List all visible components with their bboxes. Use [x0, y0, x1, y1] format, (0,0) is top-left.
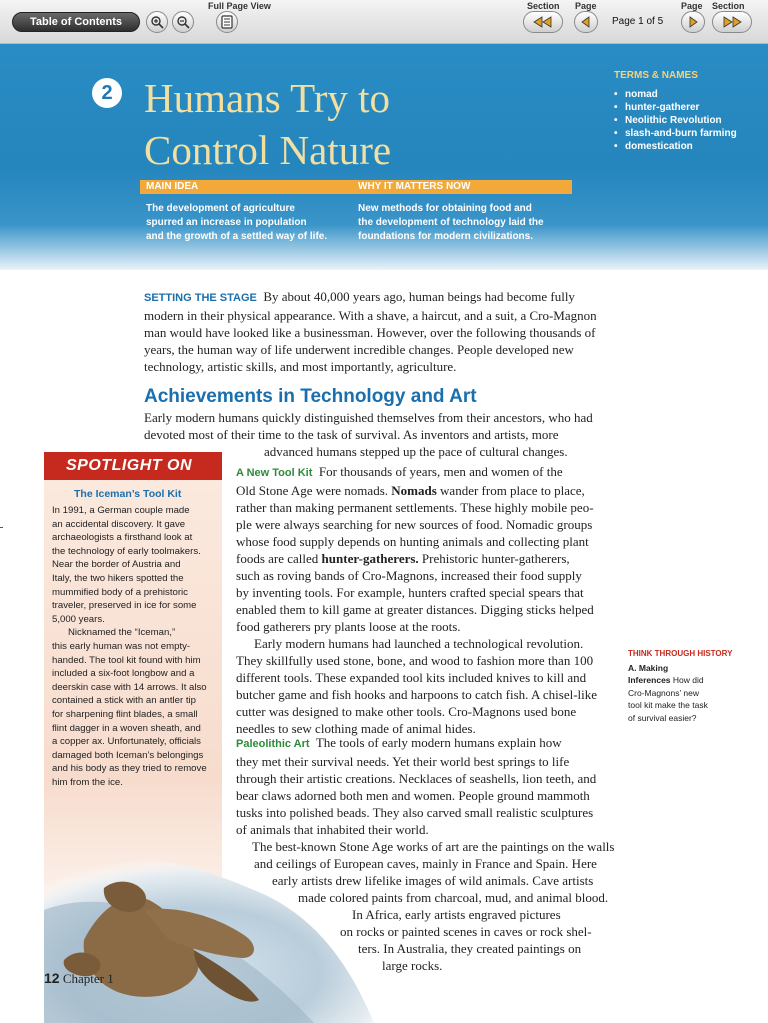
- setting-the-stage: [144, 288, 597, 375]
- art-line: tusks into polished beads. They also carved small realistic sculptures: [236, 805, 594, 820]
- tool-kit-text: For thousands of years, men and women of the: [318, 464, 563, 479]
- spotlight-line: a copper ax. Unfortunately, officials: [52, 736, 201, 748]
- intro-line: devoted most of their time to the task of survival. As inventors and artists, more: [144, 427, 559, 442]
- spotlight-line: him from the ice.: [52, 776, 123, 788]
- tool-kit-line: rather than making permanent settlements. These highly mobile peo-: [236, 500, 594, 515]
- spotlight-line: archaeologists a firsthand look at: [52, 532, 193, 544]
- term-nomads: Nomads: [391, 483, 437, 498]
- term-item: • hunter-gatherer: [614, 101, 764, 114]
- tool-kit-line: whose food supply depends on hunting animals and collecting plant: [236, 534, 589, 549]
- page-label-left: Page: [575, 1, 597, 11]
- spotlight-line: handed. The tool kit found with him: [52, 654, 201, 666]
- page-view-icon: [221, 15, 233, 29]
- stage-line: [144, 288, 597, 307]
- art-line: on rocks or painted scenes in caves or rock shel-: [340, 924, 592, 939]
- section-title: [144, 72, 574, 176]
- tool-kit-paragraph: [236, 463, 597, 737]
- tool-kit-line: [236, 482, 597, 499]
- tool-kit-line: food gatherers pry plants loose at the roots.: [236, 619, 461, 634]
- stage-text: By about 40,000 years ago, human beings had become fully: [263, 289, 575, 304]
- tth-question: How did: [672, 675, 704, 686]
- spotlight-line: flint dagger in a woven sheath, and: [52, 722, 201, 734]
- tth-line: of survival easier?: [628, 712, 697, 723]
- full-page-view-label: Full Page View: [208, 1, 271, 11]
- spotlight-line: deerskin case with 14 arrows. It also: [52, 681, 207, 693]
- tool-kit-line: cutter was designed to make other tools. Cro-Magnons used bone: [236, 704, 577, 719]
- stage-line: years, the human way of life underwent incredible changes. People developed new: [144, 342, 574, 357]
- tool-kit-text: wander from place to place,: [440, 483, 585, 498]
- spotlight-title: The Iceman’s Tool Kit: [74, 488, 182, 500]
- tth-line: [628, 674, 718, 686]
- tool-kit-line: needles to sew clothing made of animal hides.: [236, 721, 476, 736]
- think-through-history-text: [628, 662, 718, 724]
- tool-kit-line: They skillfully used stone, bone, and wood to fashion more than 100: [236, 653, 594, 668]
- tool-kit-line: such as roving bands of Cro-Magnons, increased their food supply: [236, 568, 582, 583]
- art-line: [236, 734, 614, 753]
- spotlight-line: an accidental discovery. It gave: [52, 518, 186, 530]
- why-it-matters-text: [358, 202, 563, 244]
- term-item: • slash-and-burn farming: [614, 127, 764, 140]
- tool-kit-line: ple were always searching for new sources of food. Nomadic groups: [236, 517, 593, 532]
- main-idea-strip: [140, 180, 572, 194]
- term-item: • nomad: [614, 88, 764, 101]
- previous-page-button[interactable]: [574, 11, 598, 33]
- spotlight-line: traveler, preserved in ice for some: [52, 600, 197, 612]
- art-text: The tools of early modern humans explain how: [315, 735, 562, 750]
- full-page-view-button[interactable]: [216, 11, 238, 33]
- tool-kit-line: different tools. These expanded tool kits included knives to kill and: [236, 670, 587, 685]
- spotlight-line: Near the border of Austria and: [52, 559, 181, 571]
- table-of-contents-button[interactable]: Table of Contents: [12, 12, 140, 32]
- tth-line: Cro-Magnons’ new: [628, 687, 700, 698]
- art-line: The best-known Stone Age works of art are the paintings on the walls: [252, 839, 615, 854]
- tool-kit-text: Old Stone Age were nomads.: [236, 483, 389, 498]
- tth-line: tool kit make the task: [628, 700, 708, 711]
- stage-line: modern in their physical appearance. With a shave, a haircut, and a suit, a Cro-Magnon: [144, 308, 597, 323]
- zoom-in-button[interactable]: [146, 11, 168, 33]
- tool-kit-line: enabled them to kill game at greater distances. Digging sticks helped: [236, 602, 594, 617]
- zoom-in-icon: [150, 15, 164, 29]
- why-line: the development of technology laid the: [358, 217, 544, 228]
- spotlight-line: the technology of early toolmakers.: [52, 545, 201, 557]
- title-line: Control Nature: [144, 127, 392, 173]
- iceman-photo: [44, 800, 374, 1023]
- terms-list: [614, 88, 764, 153]
- term-item: • domestication: [614, 140, 764, 153]
- art-line: of animals that inhabited their world.: [236, 822, 429, 837]
- spotlight-line: Italy, the two hikers spotted the: [52, 572, 184, 584]
- zoom-out-icon: [176, 15, 190, 29]
- art-line: In Africa, early artists engraved pictures: [352, 907, 561, 922]
- tth-label: A. Making: [628, 663, 669, 673]
- tth-label: Inferences: [628, 675, 671, 686]
- toolbar: [0, 0, 768, 44]
- main-idea-line: The development of agriculture: [146, 203, 295, 214]
- spotlight-line: 5,000 years.: [52, 613, 105, 625]
- term-item: • Neolithic Revolution: [614, 114, 764, 127]
- spotlight-line: damaged both Iceman’s belongings: [52, 749, 204, 761]
- think-through-history-heading: THINK THROUGH HISTORY: [628, 649, 733, 658]
- spotlight-line: In 1991, a German couple made: [52, 505, 190, 516]
- art-line: and ceilings of European caves, mainly in France and Spain. Here: [254, 856, 597, 871]
- page-label-right: Page: [681, 1, 703, 11]
- spotlight-header: [44, 452, 222, 480]
- main-idea-label: MAIN IDEA: [146, 181, 199, 192]
- art-line: large rocks.: [382, 958, 443, 973]
- art-line: ters. In Australia, they created paintings on: [358, 941, 582, 956]
- spotlight-line: Nicknamed the “Iceman,”: [68, 627, 176, 639]
- chapter-label: Chapter 1: [62, 971, 114, 986]
- spotlight-line: mummified body of a prehistoric: [52, 586, 188, 598]
- tool-kit-text: Prehistoric hunter-gatherers,: [421, 551, 570, 566]
- next-section-button[interactable]: [712, 11, 752, 33]
- spotlight-line: this early human was not empty-: [52, 640, 191, 652]
- why-line: foundations for modern civilizations.: [358, 231, 534, 242]
- margin-tick: [0, 527, 3, 528]
- title-line: Humans Try to: [144, 75, 391, 121]
- paleolithic-art-heading: Paleolithic Art: [236, 738, 310, 750]
- main-idea-text: [146, 202, 351, 244]
- intro-line: Early modern humans quickly distinguished themselves from their ancestors, who had: [144, 410, 593, 425]
- spotlight-line: and his body as they tried to remove: [52, 763, 207, 775]
- art-line: made colored paints from charcoal, mud, and animal blood.: [298, 890, 609, 905]
- section-number-badge: 2: [92, 78, 122, 108]
- stage-line: man would have looked like a businessman. However, over the following thousands of: [144, 325, 596, 340]
- tool-kit-heading: A New Tool Kit: [236, 467, 313, 479]
- page-number: 12: [44, 970, 60, 986]
- main-idea-line: and the growth of a settled way of life.: [146, 231, 328, 242]
- main-idea-line: spurred an increase in population: [146, 217, 307, 228]
- term-hunter-gatherers: hunter-gatherers.: [321, 551, 419, 566]
- right-arrow-icon: [687, 16, 699, 28]
- double-left-arrow-icon: [532, 16, 554, 28]
- art-line: they met their survival needs. Yet their world best springs to life: [236, 754, 570, 769]
- intro-line: advanced humans stepped up the pace of cultural changes.: [264, 444, 568, 459]
- left-arrow-icon: [580, 16, 592, 28]
- achievements-heading: Achievements in Technology and Art: [144, 386, 477, 407]
- section-label-right: Section: [712, 1, 745, 11]
- tool-kit-line: butcher game and fish hooks and harpoons to catch fish. A chisel-like: [236, 687, 598, 702]
- art-line: early artists drew lifelike images of wild animals. Cave artists: [272, 873, 594, 888]
- why-line: New methods for obtaining food and: [358, 203, 532, 214]
- tool-kit-text: foods are called: [236, 551, 319, 566]
- page-footer: [44, 970, 114, 987]
- setting-stage-label: SETTING THE STAGE: [144, 292, 257, 304]
- spotlight-text: [52, 504, 224, 789]
- art-line: through their artistic creations. Necklaces of seashells, lion teeth, and: [236, 771, 597, 786]
- previous-section-button[interactable]: [523, 11, 563, 33]
- double-right-arrow-icon: [721, 16, 743, 28]
- tool-kit-line: by inventing tools. For example, hunters crafted special spears that: [236, 585, 584, 600]
- tool-kit-line: Early modern humans had launched a technological revolution.: [254, 636, 584, 651]
- spotlight-label: SPOTLIGHT ON: [66, 457, 192, 474]
- spotlight-line: included a six-foot longbow and a: [52, 668, 195, 680]
- art-line: bear claws adorned both men and women. People ground mammoth: [236, 788, 590, 803]
- terms-names-heading: TERMS & NAMES: [614, 70, 698, 81]
- section-label-left: Section: [527, 1, 560, 11]
- tool-kit-line: [236, 550, 597, 567]
- spotlight-line: for sharpening flint blades, a small: [52, 708, 198, 720]
- tool-kit-line: [236, 463, 597, 482]
- stage-line: technology, artistic skills, and most importantly, agriculture.: [144, 359, 457, 374]
- page-indicator: Page 1 of 5: [612, 16, 664, 27]
- spotlight-line: contained a stick with an antler tip: [52, 695, 196, 707]
- why-it-matters-label: WHY IT MATTERS NOW: [358, 181, 471, 192]
- zoom-out-button[interactable]: [172, 11, 194, 33]
- next-page-button[interactable]: [681, 11, 705, 33]
